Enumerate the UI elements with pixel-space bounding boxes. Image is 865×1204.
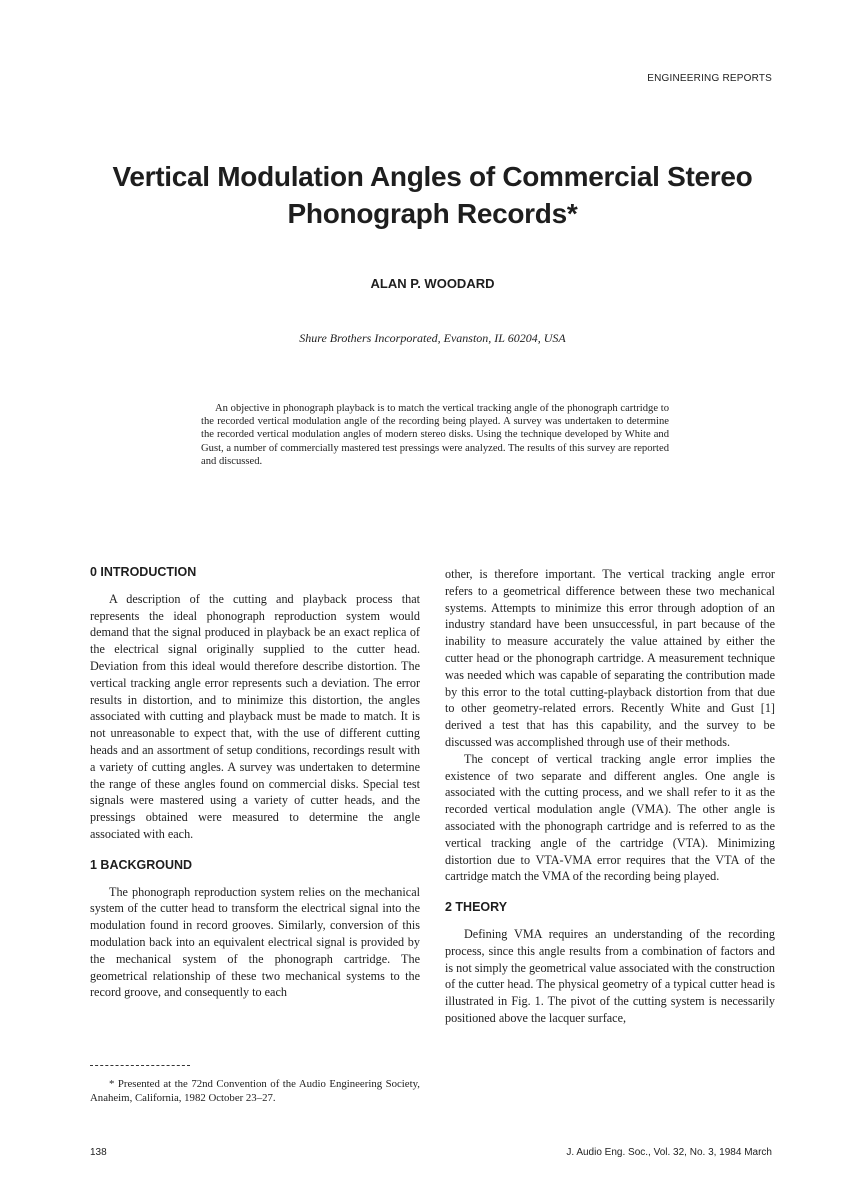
background-paragraph-2: The concept of vertical tracking angle error implies the existence of two separate and different angles. One angle is associated with the cutting process, and we shall refer to it as the recorded vertical modulation angle (VMA). The other angle is associated with the phonograph cartridge and is referred to as the vertical tracking angle of the cartridge (VTA). Minimizing distortion due to VTA-VMA error requires that the VTA of the cartridge match the VMA of the recording being played. [445,751,775,884]
footnote: * Presented at the 72nd Convention of the Audio Engineering Society, Anaheim, California, 1982 October 23–27. [90,1078,420,1104]
page-number: 138 [90,1147,107,1158]
author-name: ALAN P. WOODARD [370,276,495,291]
background-paragraph-1: The phonograph reproduction system relies on the mechanical system of the cutter head to transform the electrical signal into the modulation found in record grooves. Similarly, conversion of this modulation back into an equivalent electrical signal is provided by the mechanical system of the phonograph cartridge. The geometrical relationship of these two mechanical systems to the record groove, and consequently to each [90,884,420,1000]
section-heading-background: 1 BACKGROUND [90,857,193,872]
footnote-rule [90,1065,190,1066]
author-affiliation: Shure Brothers Incorporated, Evanston, IL 60204, USA [299,331,566,345]
paper-title: Vertical Modulation Angles of Commercial Stereo Phonograph Records* [112,161,753,229]
left-column [90,560,420,1001]
right-column [445,566,775,1027]
introduction-paragraph: A description of the cutting and playback process that represents the ideal phonograph reproduction system would demand that the signal produced in playback be an exact replica of the electrical signal originally supplied to the cutter head. Deviation from this ideal would therefore describe distortion. The vertical tracking angle error represents such a deviation. The error results in distortion, and to minimize this distortion, the angles associated with cutting and playback must be made to match. It is not unreasonable to expect that, with the use of different cutting heads and an assortment of setup conditions, recordings result with a variety of cutting angles. A survey was undertaken to determine the range of these angles found on commercial disks. Special test signals were mastered using a variety of cutter heads, and the pressings obtained were measured to determine the angle associated with each. [90,591,420,841]
journal-citation: J. Audio Eng. Soc., Vol. 32, No. 3, 1984 March [566,1147,772,1158]
abstract: An objective in phonograph playback is to match the vertical tracking angle of the phonograph cartridge to the recorded vertical modulation angle of the recording being played. A survey was undertaken to determine the recorded vertical modulation angles of modern stereo disks. Using the technique developed by White and Gust, a number of commercially mastered test pressings were analyzed. The results of this survey are reported and discussed. [201,403,669,467]
theory-paragraph: Defining VMA requires an understanding of the recording process, since this angle results from a combination of factors and is not simply the geometrical value associated with the construction of the cutter head. The physical geometry of a typical cutter head is illustrated in Fig. 1. The pivot of the cutting system is necessarily positioned above the lacquer surface, [445,926,775,1025]
section-heading-theory: 2 THEORY [445,900,508,915]
background-paragraph-1-continued: other, is therefore important. The vertical tracking angle error refers to a geometrical difference between these two mechanical systems. Attempts to minimize this error through adoption of an industry standard have been unsuccessful, in part because of the inability to measure accurately the value attained by either the cutter head or the phonograph cartridge. A measurement technique was needed which was capable of separating the contribution made by this error to the total cutting-playback distortion from that due to other geometry-related errors. Recently White and Gust [1] derived a test that has this capability, and the survey to be discussed was accomplished through use of their methods. [445,567,775,749]
section-heading-introduction: 0 INTRODUCTION [90,565,197,579]
running-head: ENGINEERING REPORTS [647,73,772,84]
